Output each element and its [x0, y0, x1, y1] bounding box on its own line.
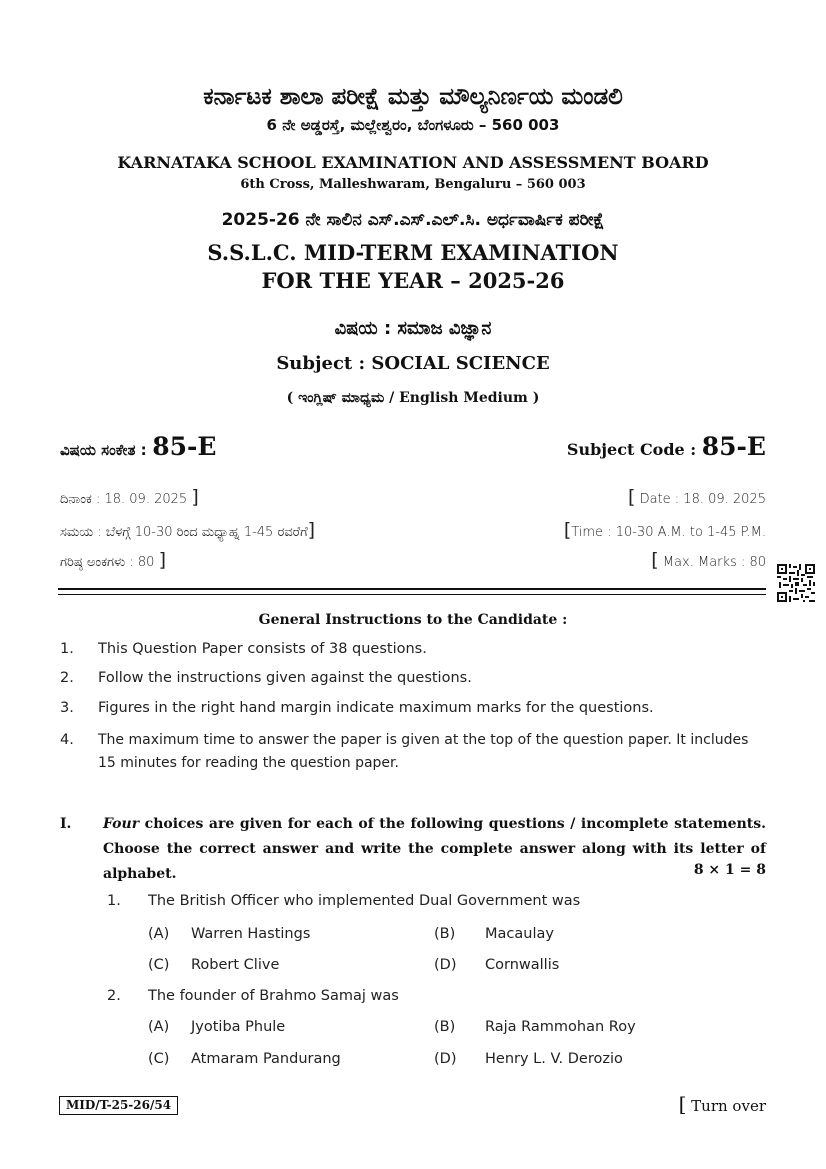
board-name-english: KARNATAKA SCHOOL EXAMINATION AND ASSESSMENT BOARD [117, 153, 709, 172]
time-english: [Time : 10-30 A.M. to 1-45 P.M. [563, 519, 766, 541]
section-number: I. [60, 816, 72, 832]
subject-code-kannada-label: ವಿಷಯ ಸಂಕೇತ : [60, 441, 147, 459]
option-letter: (D) [434, 1051, 457, 1067]
paper-code: MID/T-25-26/54 [59, 1096, 178, 1115]
marks-kannada-text: ಗರಿಷ್ಠ ಅಂಕಗಳು : 80 [60, 555, 155, 570]
option-letter: (A) [148, 1019, 170, 1035]
question-number: 2. [107, 988, 121, 1004]
exam-title-line1: S.S.L.C. MID-TERM EXAMINATION [207, 240, 619, 265]
subject-kannada: ವಿಷಯ : ಸಮಾಜ ವಿಜ್ಞಾನ [334, 318, 492, 339]
option-letter: (B) [434, 926, 456, 942]
option-text: Raja Rammohan Roy [485, 1019, 636, 1035]
section-lead-word: Four [103, 816, 140, 832]
instruction-number: 3. [60, 700, 74, 716]
date-english: [ Date : 18. 09. 2025 [628, 486, 766, 508]
date-kannada-text: ದಿನಾಂಕ : 18. 09. 2025 [60, 492, 188, 507]
instruction-number: 2. [60, 670, 74, 686]
subject-code-kannada [60, 432, 216, 461]
subject-english: Subject : SOCIAL SCIENCE [276, 353, 550, 374]
option-text: Macaulay [485, 926, 554, 942]
option-text: Jyotiba Phule [191, 1019, 286, 1035]
time-english-text: Time : 10-30 A.M. to 1-45 P.M. [571, 525, 766, 540]
instruction-text: The maximum time to answer the paper is given at the top of the question paper. It includes 15 minutes for reading the question paper. [98, 732, 749, 771]
instruction-item [0, 729, 826, 777]
board-address-english: 6th Cross, Malleshwaram, Bengaluru – 560 003 [240, 177, 586, 192]
turn-over-text: Turn over [691, 1097, 766, 1115]
board-address-kannada: 6 ನೇ ಅಡ್ಡರಸ್ತೆ, ಮಲ್ಲೇಶ್ವರಂ, ಬೆಂಗಳೂರು – 560 003 [266, 116, 560, 134]
time-kannada-text: ಸಮಯ : ಬೆಳಗ್ಗೆ 10-30 ರಿಂದ ಮಧ್ಯಾಹ್ನ 1-45 ರವರೆಗೆ [60, 525, 308, 540]
section-instruction-text: choices are given for each of the following questions / incomplete statements. Choose the correct answer and write the complete answer along with its letter of alphabet. [103, 816, 766, 882]
question-text: The founder of Brahmo Samaj was [148, 988, 399, 1004]
subject-code-english [567, 432, 766, 461]
turn-over-note: [ Turn over [678, 1092, 766, 1116]
instruction-item [0, 670, 826, 694]
option-letter: (C) [148, 957, 170, 973]
exam-title-line2: FOR THE YEAR – 2025-26 [261, 268, 565, 293]
marks-english: [ Max. Marks : 80 [651, 549, 766, 571]
option-letter: (D) [434, 957, 457, 973]
subject-code-kannada-value: 85-E [152, 432, 217, 461]
option-letter: (C) [148, 1051, 170, 1067]
subject-code-english-value: 85-E [701, 432, 766, 461]
medium-label: ( ಇಂಗ್ಲಿಷ್ ಮಾಧ್ಯಮ / English Medium ) [286, 390, 540, 406]
instruction-text: This Question Paper consists of 38 questions. [98, 641, 427, 657]
section-marks: 8 × 1 = 8 [693, 862, 766, 878]
instructions-title: General Instructions to the Candidate : [258, 612, 568, 628]
qr-code-icon [777, 564, 815, 602]
section-instruction [103, 812, 766, 887]
option-letter: (B) [434, 1019, 456, 1035]
question-number: 1. [107, 893, 121, 909]
option-text: Cornwallis [485, 957, 560, 973]
marks-english-text: Max. Marks : 80 [662, 555, 766, 570]
subject-code-english-label: Subject Code : [566, 440, 697, 459]
instruction-text: Figures in the right hand margin indicate maximum marks for the questions. [98, 700, 654, 716]
option-text: Atmaram Pandurang [191, 1051, 341, 1067]
option-text: Robert Clive [191, 957, 280, 973]
option-text: Warren Hastings [191, 926, 311, 942]
instruction-item [0, 700, 826, 724]
time-kannada: ಸಮಯ : ಬೆಳಗ್ಗೆ 10-30 ರಿಂದ ಮಧ್ಯಾಹ್ನ 1-45 ರವರೆಗೆ] [60, 519, 316, 541]
instruction-item [0, 641, 826, 665]
marks-kannada: ಗರಿಷ್ಠ ಅಂಕಗಳು : 80 ] [60, 549, 167, 571]
exam-title-kannada: 2025-26 ನೇ ಸಾಲಿನ ಎಸ್.ಎಸ್.ಎಲ್.ಸಿ. ಅರ್ಧವಾರ್ಷಿಕ ಪರೀಕ್ಷೆ [221, 210, 605, 230]
divider-thick [58, 588, 766, 590]
divider-thin [58, 594, 766, 595]
option-text: Henry L. V. Derozio [485, 1051, 623, 1067]
option-letter: (A) [148, 926, 170, 942]
date-english-text: Date : 18. 09. 2025 [639, 492, 766, 507]
date-kannada: ದಿನಾಂಕ : 18. 09. 2025 ] [60, 486, 199, 508]
question-text: The British Officer who implemented Dual Government was [148, 893, 581, 909]
board-name-kannada: ಕರ್ನಾಟಕ ಶಾಲಾ ಪರೀಕ್ಷೆ ಮತ್ತು ಮೌಲ್ಯನಿರ್ಣಯ ಮಂಡಲಿ [203, 84, 623, 110]
instruction-text: Follow the instructions given against the questions. [98, 670, 472, 686]
instruction-number: 4. [60, 732, 74, 748]
instruction-number: 1. [60, 641, 74, 657]
